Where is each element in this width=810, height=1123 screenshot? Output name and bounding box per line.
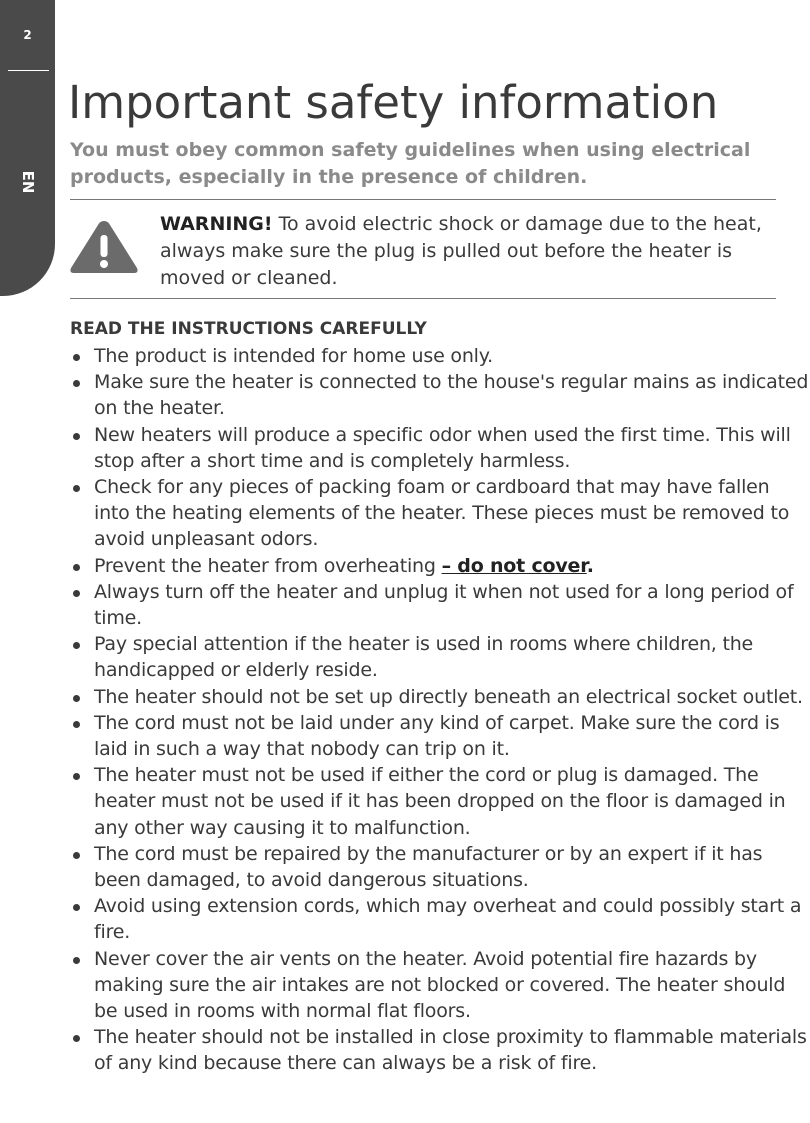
tab-divider bbox=[8, 70, 49, 71]
warning-label: WARNING! bbox=[160, 213, 273, 235]
list-item: Always turn off the heater and unplug it when not used for a long period of time. bbox=[70, 579, 810, 631]
page-subtitle: You must obey common safety guidelines when using electrical products, especially in the presence of children. bbox=[70, 139, 751, 188]
bottom-divider bbox=[70, 298, 776, 299]
instructions-list bbox=[70, 343, 810, 1077]
list-item: The heater must not be used if either the cord or plug is damaged. The heater must not be used if it has been dropped on the floor is damaged in any other way causing it to malfunction. bbox=[70, 762, 810, 841]
list-item: The cord must not be laid under any kind of carpet. Make sure the cord is laid in such a way that nobody can trip on it. bbox=[70, 710, 810, 762]
list-item: Never cover the air vents on the heater. Avoid potential fire hazards by making sure the air intakes are not blocked or covered. The heater should be used in rooms with normal flat floors. bbox=[70, 946, 810, 1025]
list-item: The cord must be repaired by the manufacturer or by an expert if it has been damaged, to avoid dangerous situations. bbox=[70, 841, 810, 893]
language-label: EN bbox=[19, 170, 37, 194]
emphasis-text: – do not cover. bbox=[441, 554, 594, 577]
page-title: Important safety information bbox=[68, 76, 719, 129]
side-tab bbox=[0, 0, 55, 296]
warning-message bbox=[160, 211, 800, 292]
instructions-heading: READ THE INSTRUCTIONS CAREFULLY bbox=[70, 319, 427, 339]
list-item: Pay special attention if the heater is used in rooms where children, the handicapped or elderly reside. bbox=[70, 631, 810, 683]
list-item: Make sure the heater is connected to the house's regular mains as indicated on the heater. bbox=[70, 369, 810, 421]
list-item: The heater should not be installed in close proximity to flammable materials of any kind because there can always be a risk of fire. bbox=[70, 1024, 810, 1076]
warning-body: To avoid electric shock or damage due to the heat, always make sure the plug is pulled out before the heater is moved or cleaned. bbox=[160, 213, 762, 289]
list-item: The heater should not be set up directly beneath an electrical socket outlet. bbox=[70, 684, 810, 710]
list-item: Check for any pieces of packing foam or cardboard that may have fallen into the heating elements of the heater. These pieces must be removed to avoid unpleasant odors. bbox=[70, 474, 810, 553]
page-number: 2 bbox=[23, 28, 32, 42]
warning-triangle-icon bbox=[68, 218, 140, 276]
top-divider bbox=[70, 199, 776, 200]
list-item: Avoid using extension cords, which may overheat and could possibly start a fire. bbox=[70, 893, 810, 945]
list-item: New heaters will produce a specific odor when used the first time. This will stop after a short time and is completely harmless. bbox=[70, 422, 810, 474]
list-item: Prevent the heater from overheating – do not cover. bbox=[70, 553, 810, 579]
list-item: The product is intended for home use only. bbox=[70, 343, 810, 369]
